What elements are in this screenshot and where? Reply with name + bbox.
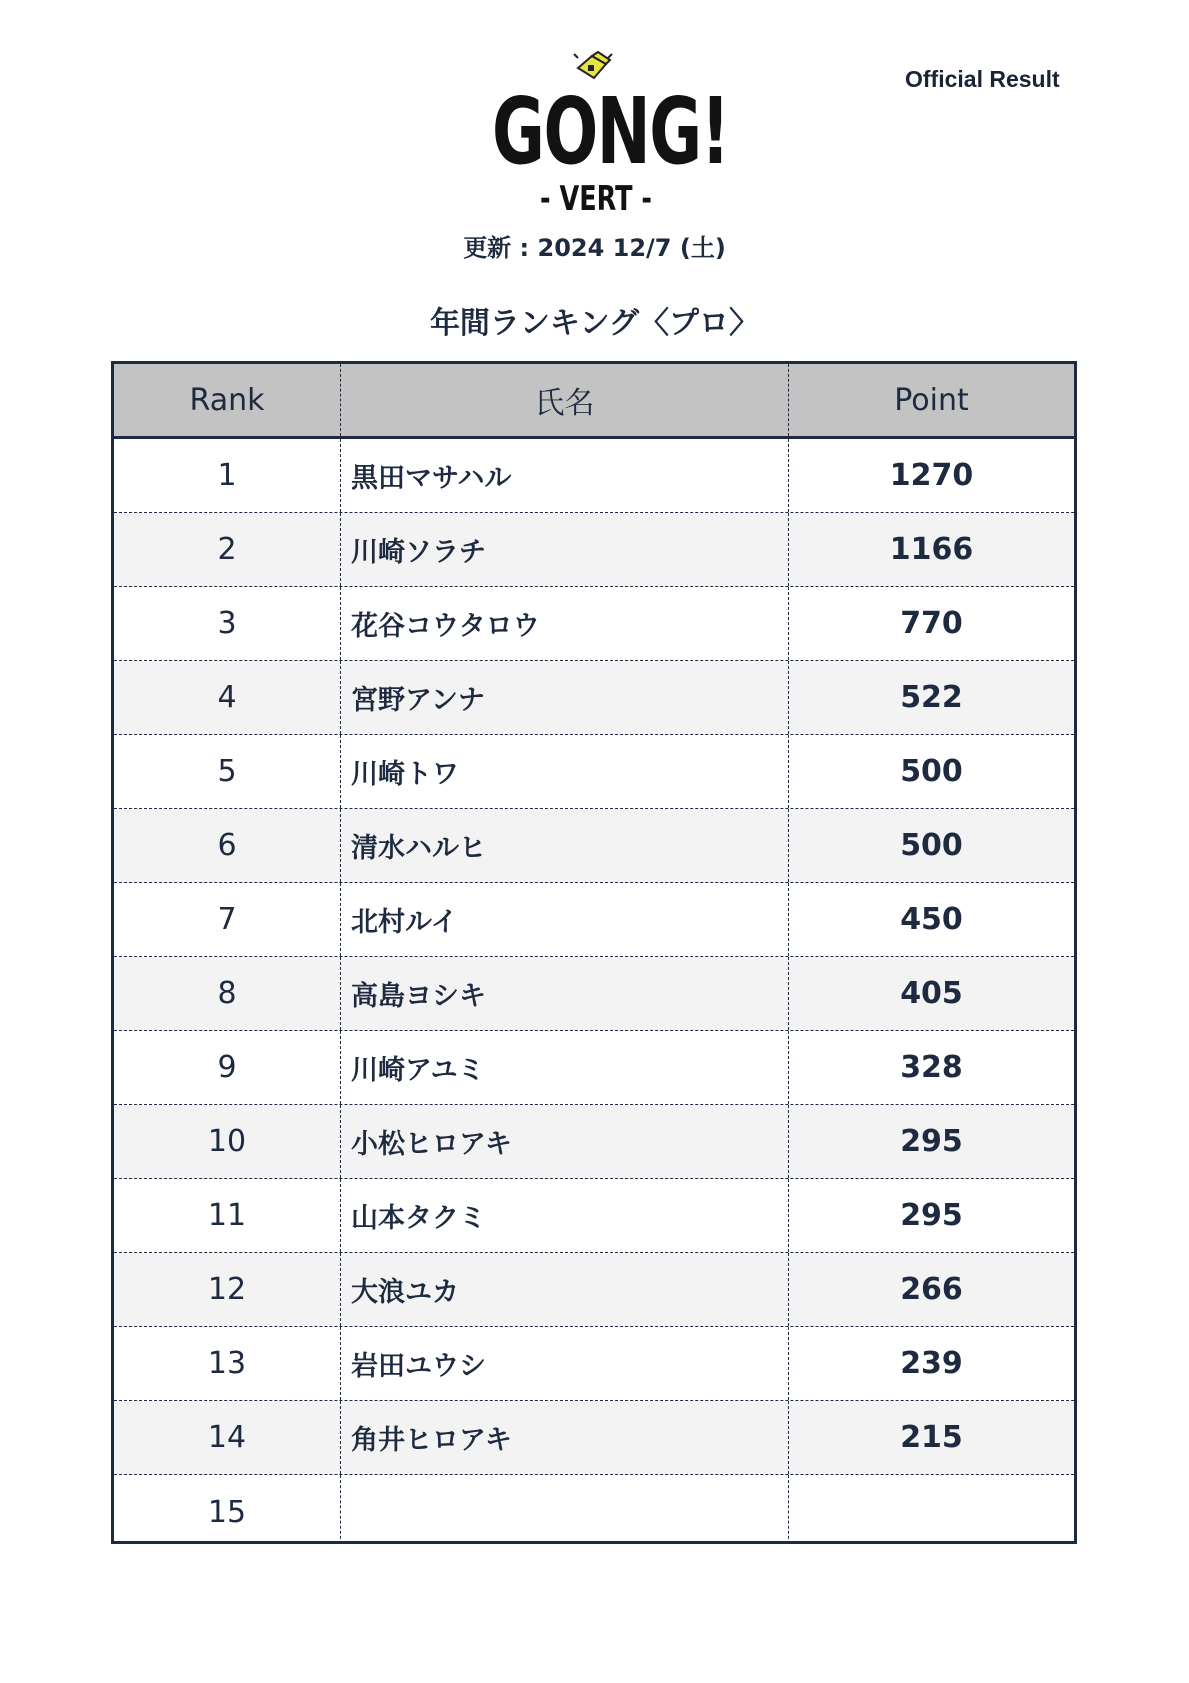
table-row	[114, 957, 1074, 1031]
name-cell: 角井ヒロアキ	[341, 1401, 789, 1474]
logo-wordmark: GONG!	[492, 78, 729, 185]
rank-cell: 9	[114, 1031, 341, 1104]
table-row	[114, 883, 1074, 957]
table-row	[114, 1475, 1074, 1544]
table-row	[114, 661, 1074, 735]
table-row	[114, 1105, 1074, 1179]
page-title: 年間ランキング〈プロ〉	[429, 306, 760, 341]
rank-cell: 6	[114, 809, 341, 882]
name-cell: 岩田ユウシ	[341, 1327, 789, 1400]
table-header-row	[114, 364, 1074, 439]
point-cell: 1270	[889, 458, 974, 493]
table-row	[114, 1031, 1074, 1105]
name-cell: 山本タクミ	[341, 1179, 789, 1252]
name-cell: 高島ヨシキ	[341, 957, 789, 1030]
name-cell: 大浪ユカ	[341, 1253, 789, 1326]
gong-vert-logo	[480, 50, 729, 220]
name-cell	[341, 1475, 789, 1544]
point-cell: 770	[900, 606, 963, 641]
point-cell: 500	[900, 754, 963, 789]
point-cell: 1166	[889, 532, 974, 567]
name-cell: 川崎トワ	[341, 735, 789, 808]
table-row	[114, 1179, 1074, 1253]
rank-cell: 7	[114, 883, 341, 956]
rank-cell: 13	[114, 1327, 341, 1400]
column-header-rank: Rank	[114, 364, 341, 436]
point-cell: 500	[900, 828, 963, 863]
official-result-label: Official Result	[905, 66, 1060, 92]
rank-cell: 14	[114, 1401, 341, 1474]
point-cell: 522	[900, 680, 963, 715]
name-cell: 黒田マサハル	[341, 439, 789, 512]
point-cell: 295	[900, 1198, 963, 1233]
point-cell: 215	[900, 1420, 963, 1455]
point-cell: 328	[900, 1050, 963, 1085]
table-row	[114, 513, 1074, 587]
rank-cell: 12	[114, 1253, 341, 1326]
table-row	[114, 1327, 1074, 1401]
table-row	[114, 1401, 1074, 1475]
update-date: 更新 : 2024 12/7 (土)	[463, 234, 726, 262]
point-cell: 405	[900, 976, 963, 1011]
rank-cell: 8	[114, 957, 341, 1030]
ranking-table	[111, 361, 1077, 1544]
point-cell: 295	[900, 1124, 963, 1159]
rank-cell: 15	[114, 1475, 341, 1544]
name-cell: 小松ヒロアキ	[341, 1105, 789, 1178]
point-cell: 266	[900, 1272, 963, 1307]
rank-cell: 10	[114, 1105, 341, 1178]
point-cell: 239	[900, 1346, 963, 1381]
table-body	[114, 439, 1074, 1544]
rank-cell: 11	[114, 1179, 341, 1252]
table-row	[114, 1253, 1074, 1327]
point-cell: 450	[900, 902, 963, 937]
rank-cell: 1	[114, 439, 341, 512]
name-cell: 宮野アンナ	[341, 661, 789, 734]
name-cell: 清水ハルヒ	[341, 809, 789, 882]
column-header-name: 氏名	[341, 364, 789, 436]
name-cell: 北村ルイ	[341, 883, 789, 956]
name-cell: 川崎ソラチ	[341, 513, 789, 586]
logo-subtitle: - VERT -	[540, 179, 652, 219]
name-cell: 花谷コウタロウ	[341, 587, 789, 660]
rank-cell: 3	[114, 587, 341, 660]
table-row	[114, 439, 1074, 513]
rank-cell: 5	[114, 735, 341, 808]
table-row	[114, 809, 1074, 883]
name-cell: 川崎アユミ	[341, 1031, 789, 1104]
rank-cell: 2	[114, 513, 341, 586]
table-row	[114, 735, 1074, 809]
table-row	[114, 587, 1074, 661]
point-cell	[789, 1475, 1074, 1544]
column-header-point: Point	[894, 382, 969, 418]
rank-cell: 4	[114, 661, 341, 734]
